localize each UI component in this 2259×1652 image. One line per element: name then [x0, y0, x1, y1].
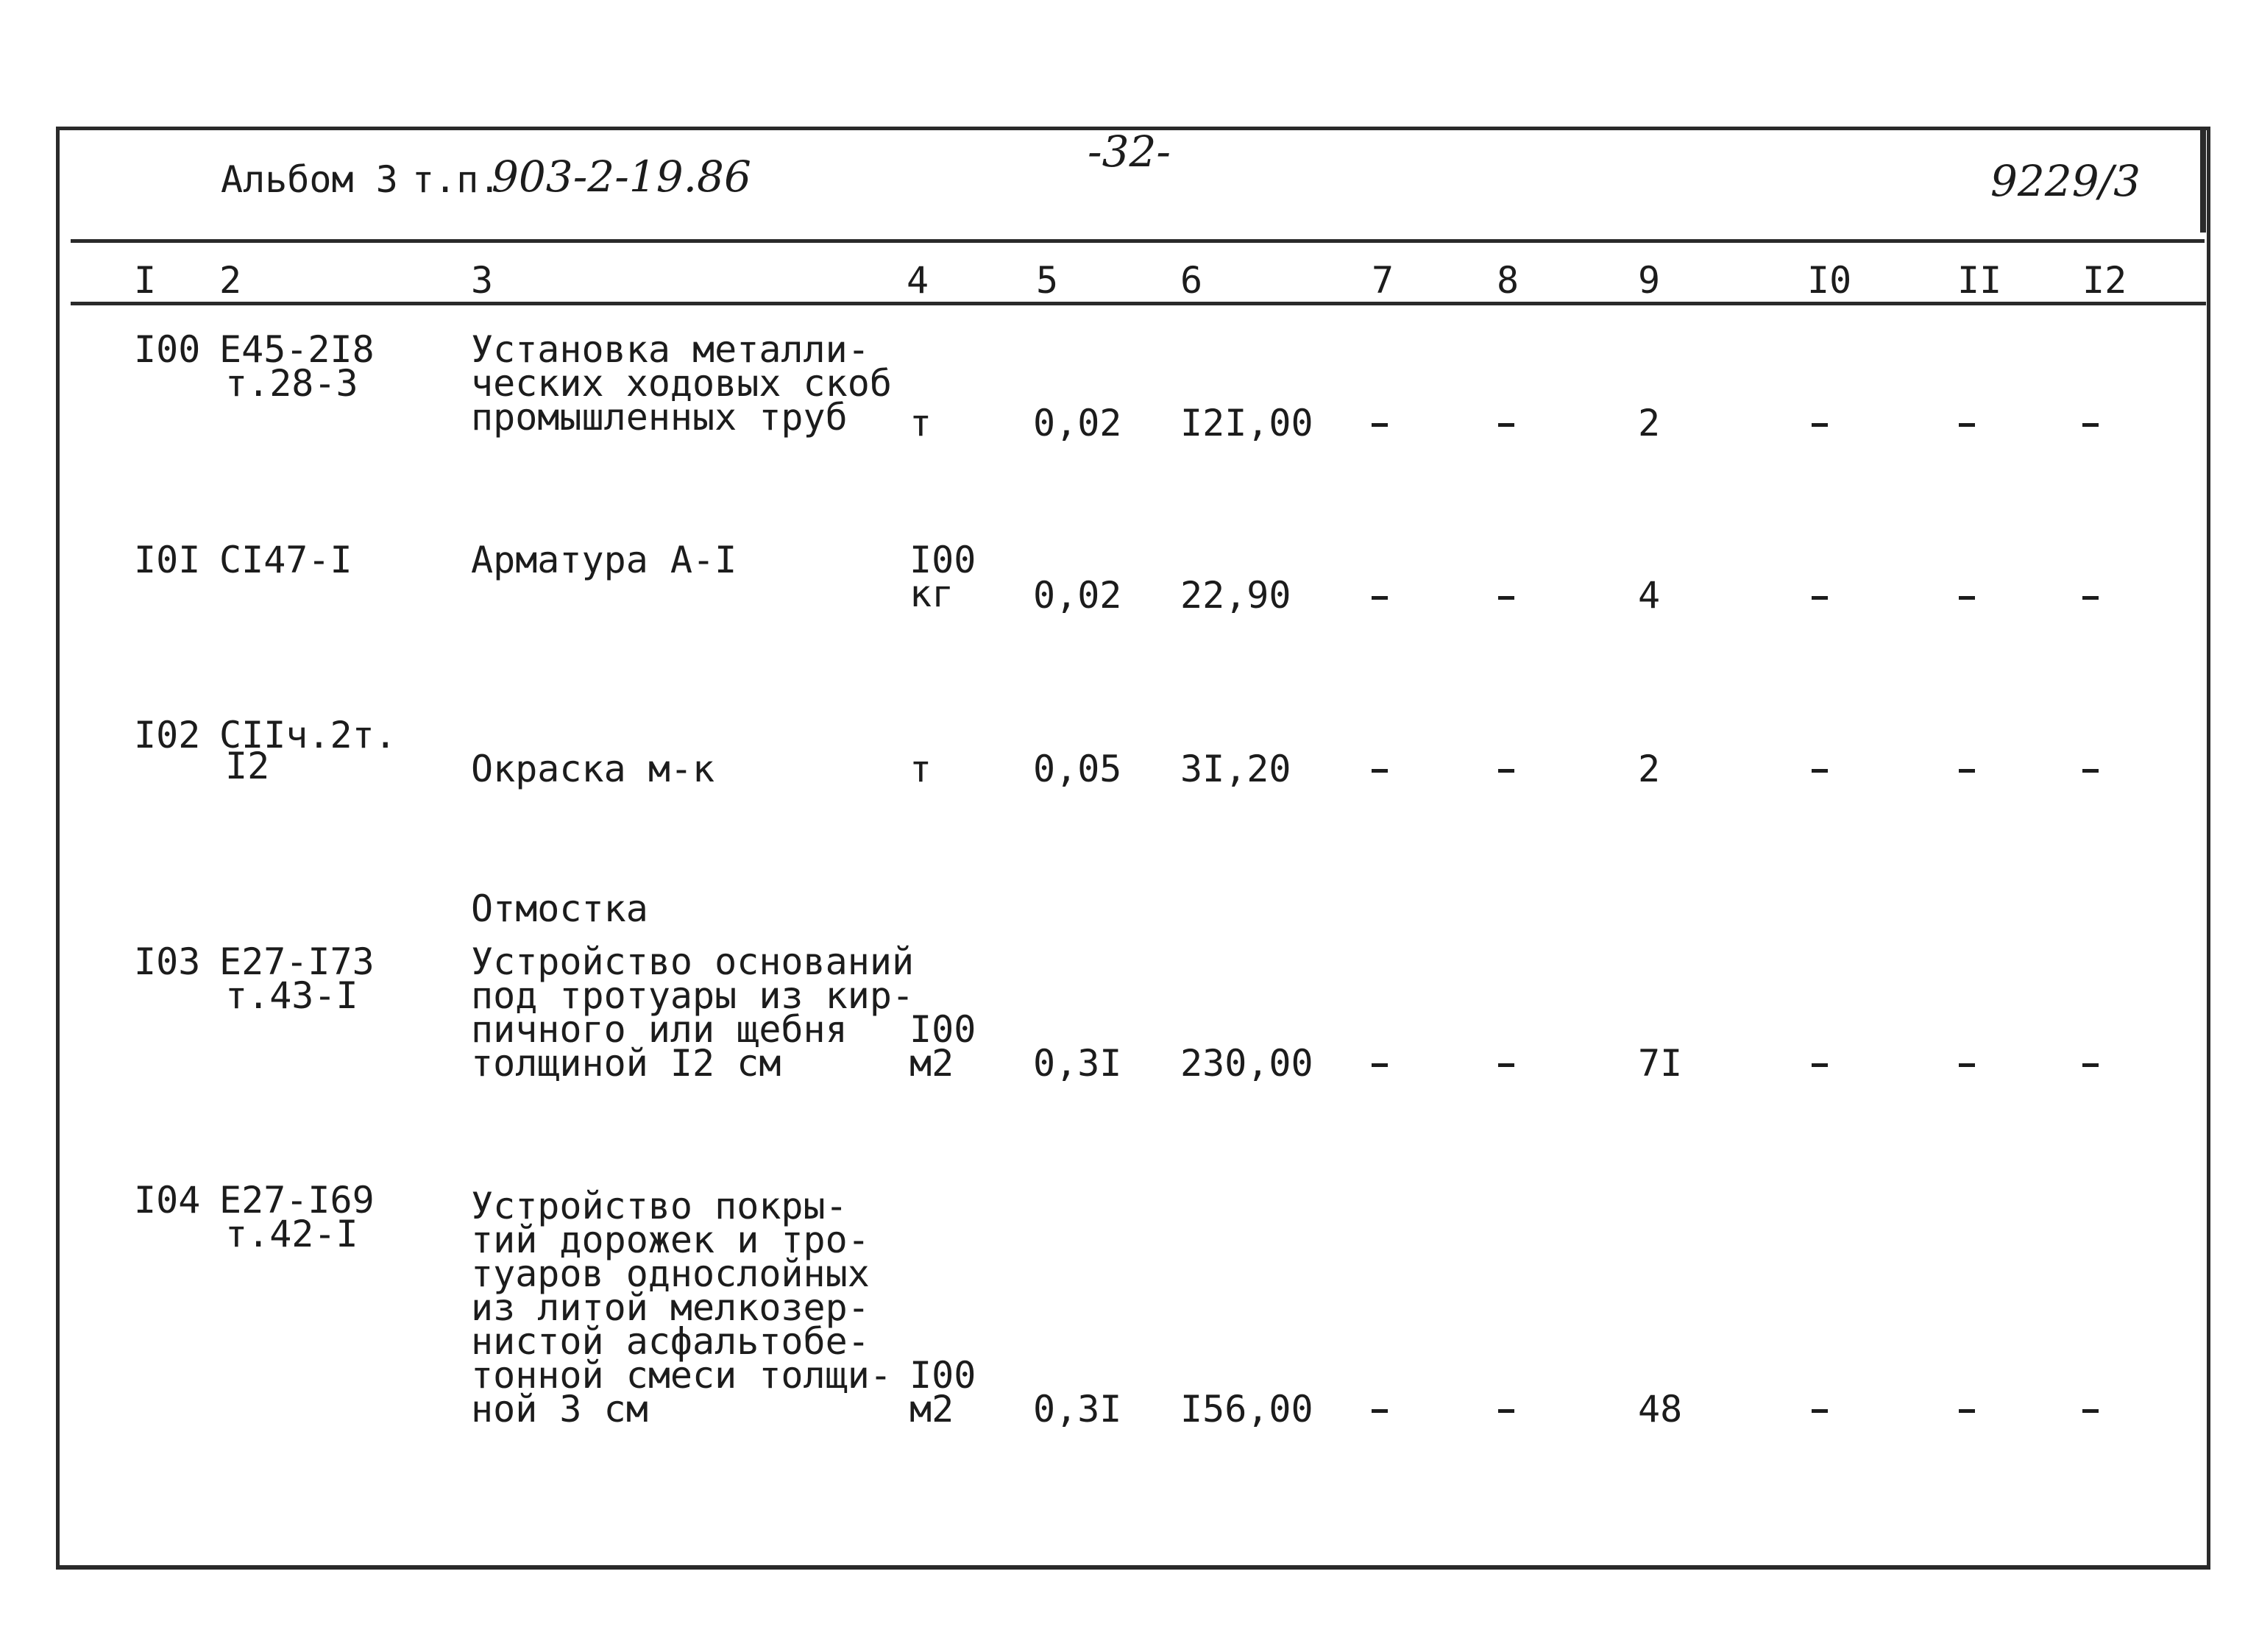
dash-col12: [2082, 769, 2099, 773]
dash-col12: [2082, 1063, 2099, 1067]
col-header-1: I: [134, 259, 157, 302]
dash-col10: [1812, 1409, 1828, 1413]
col-header-10: I0: [1807, 259, 1852, 302]
col-header-2: 2: [219, 259, 242, 302]
norm-code-line: т.43-I: [225, 974, 358, 1017]
quantity: 0,02: [1033, 574, 1122, 617]
dash-col11: [1959, 596, 1975, 600]
unit-price: 230,00: [1180, 1042, 1313, 1085]
unit-price: 3I,20: [1180, 748, 1291, 790]
col-header-9: 9: [1638, 259, 1661, 302]
unit: I00: [909, 1354, 976, 1397]
work-description-line: тий дорожек и тро-: [471, 1219, 870, 1261]
dash-col12: [2082, 596, 2099, 600]
col9-value: 48: [1638, 1388, 1683, 1431]
dash-col8: [1498, 1063, 1514, 1067]
work-description-line: туаров однослойных: [471, 1252, 870, 1295]
dash-col7: [1372, 1409, 1388, 1413]
dash-col11: [1959, 1409, 1975, 1413]
unit: I00: [909, 1008, 976, 1051]
dash-col8: [1498, 596, 1514, 600]
row-number: I0I: [134, 539, 201, 581]
row-number: I02: [134, 714, 201, 756]
col-header-11: II: [1957, 259, 2002, 302]
norm-code-line: т.28-3: [225, 362, 358, 405]
row-number: I00: [134, 328, 201, 371]
dash-col10: [1812, 1063, 1828, 1067]
col-header-12: I2: [2082, 259, 2127, 302]
unit: т: [909, 748, 932, 790]
dash-col8: [1498, 423, 1514, 427]
col9-value: 7I: [1638, 1042, 1683, 1085]
sheet-code: 9229/3: [1990, 156, 2141, 206]
col9-value: 2: [1638, 402, 1661, 444]
work-description: Устройство оснований: [471, 940, 915, 983]
work-description: Окраска м-к: [471, 748, 715, 790]
col-header-5: 5: [1036, 259, 1059, 302]
tp-number: 903-2-19.86: [492, 152, 751, 202]
work-description: Установка металли-: [471, 328, 870, 371]
dash-col11: [1959, 769, 1975, 773]
tp-label: т.п.: [412, 158, 501, 201]
norm-code-line: I2: [225, 745, 270, 787]
col-header-7: 7: [1372, 259, 1394, 302]
quantity: 0,3I: [1033, 1388, 1122, 1431]
unit: I00: [909, 539, 976, 581]
dash-col11: [1959, 1063, 1975, 1067]
col9-value: 2: [1638, 748, 1661, 790]
row-number: I03: [134, 940, 201, 983]
col-header-4: 4: [907, 259, 929, 302]
page-number: -32-: [1088, 127, 1171, 177]
work-description-line: ческих ходовых скоб: [471, 362, 892, 405]
norm-code: E27-I69: [219, 1179, 375, 1222]
work-description: Арматура А-I: [471, 539, 737, 581]
page-frame: [56, 127, 2210, 1570]
row-number: I04: [134, 1179, 201, 1222]
dash-col7: [1372, 596, 1388, 600]
work-description-line: ной 3 см: [471, 1388, 648, 1431]
dash-col12: [2082, 423, 2099, 427]
unit-line: м2: [909, 1042, 954, 1085]
col-header-8: 8: [1497, 259, 1519, 302]
dash-col10: [1812, 596, 1828, 600]
norm-code: CI47-I: [219, 539, 352, 581]
unit-line: м2: [909, 1388, 954, 1431]
work-description-line: тонной смеси толщи-: [471, 1354, 892, 1397]
norm-code: E27-I73: [219, 940, 375, 983]
work-description-line: промышленных труб: [471, 396, 848, 439]
work-description-line: пичного или щебня: [471, 1008, 848, 1051]
work-description-line: под тротуары из кир-: [471, 974, 915, 1017]
dash-col7: [1372, 1063, 1388, 1067]
norm-code-line: т.42-I: [225, 1213, 358, 1255]
unit: т: [909, 402, 932, 444]
header-rule: [71, 239, 2205, 243]
work-description-line: толщиной I2 см: [471, 1042, 781, 1085]
album-label: Альбом 3: [221, 158, 398, 201]
col-header-3: 3: [471, 259, 494, 302]
unit-price: 22,90: [1180, 574, 1291, 617]
column-header-rule: [71, 302, 2206, 305]
col-header-6: 6: [1180, 259, 1203, 302]
quantity: 0,02: [1033, 402, 1122, 444]
quantity: 0,05: [1033, 748, 1122, 790]
norm-code: E45-2I8: [219, 328, 375, 371]
col9-value: 4: [1638, 574, 1661, 617]
dash-col8: [1498, 769, 1514, 773]
unit-price: I2I,00: [1180, 402, 1313, 444]
section-title: Отмостка: [471, 887, 648, 930]
dash-col7: [1372, 423, 1388, 427]
work-description: Устройство покры-: [471, 1185, 848, 1227]
dash-col12: [2082, 1409, 2099, 1413]
work-description-line: нистой асфальтобе-: [471, 1320, 870, 1363]
dash-col7: [1372, 769, 1388, 773]
work-description-line: из литой мелкозер-: [471, 1286, 870, 1329]
unit-line: кг: [909, 572, 954, 615]
dash-col8: [1498, 1409, 1514, 1413]
dash-col10: [1812, 769, 1828, 773]
frame-edge: [2200, 130, 2206, 233]
norm-code: CIIч.2т.: [219, 714, 397, 756]
quantity: 0,3I: [1033, 1042, 1122, 1085]
dash-col10: [1812, 423, 1828, 427]
unit-price: I56,00: [1180, 1388, 1313, 1431]
dash-col11: [1959, 423, 1975, 427]
